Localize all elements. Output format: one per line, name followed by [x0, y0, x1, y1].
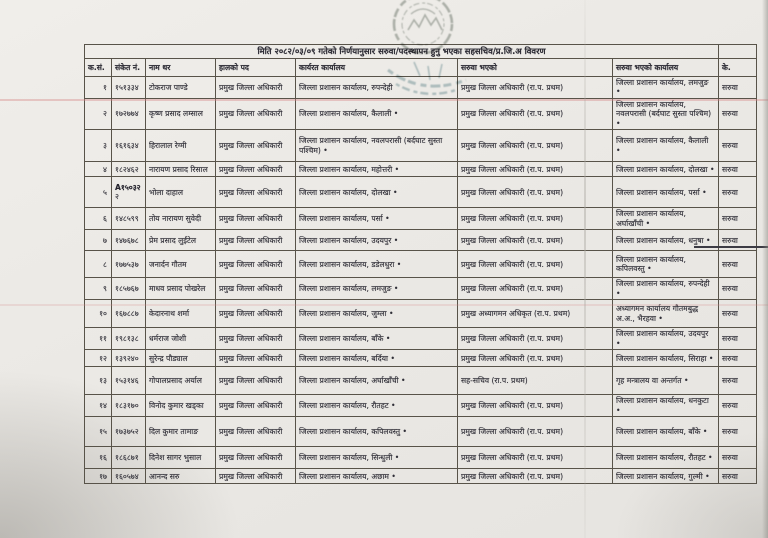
scan-artifact-red-line-2: [0, 304, 768, 306]
cell-current-office: जिल्ला प्रशासन कार्यालय, रुपन्देही: [296, 77, 458, 99]
cell-code-number: [112, 447, 146, 469]
table-row: [85, 208, 757, 230]
column-header-serial: क.सं.: [85, 59, 112, 77]
cell-transferred-office: जिल्ला प्रशासन कार्यालय, गुल्मी •: [613, 469, 719, 484]
cell-transferred-office: जिल्ला प्रशासन कार्यालय, अर्घाखाँची •: [613, 208, 719, 230]
cell-name: भोला दाहाल: [146, 177, 216, 208]
cell-code-number: [112, 417, 146, 447]
cell-current-office: जिल्ला प्रशासन कार्यालय, जुम्ला •: [296, 300, 458, 328]
cell-serial-number: १५: [85, 417, 112, 447]
pen-mark-line: [694, 246, 768, 248]
cell-name: दिल कुमार तामाङ: [146, 417, 216, 447]
cell-serial-number: ६: [85, 208, 112, 230]
table-row: [85, 469, 757, 484]
cell-transferred-post: प्रमुख जिल्ला अधिकारी (रा.प. प्रथम): [458, 98, 613, 129]
cell-remark: सरुवा: [719, 278, 757, 300]
cell-current-post: प्रमुख जिल्ला अधिकारी: [216, 367, 296, 395]
cell-name: गोपालप्रसाद अर्याल: [146, 367, 216, 395]
cell-remark: सरुवा: [719, 177, 757, 208]
table-row: [85, 98, 757, 129]
cell-transferred-office: जिल्ला प्रशासन कार्यालय, नवलपरासी (बर्दघाट सुस्ता पश्चिम) •: [613, 98, 719, 129]
cell-transferred-office: जिल्ला प्रशासन कार्यालय, कपिलवस्तु •: [613, 251, 719, 278]
cell-transferred-post: प्रमुख जिल्ला अधिकारी (रा.प. प्रथम): [458, 395, 613, 417]
cell-current-office: जिल्ला प्रशासन कार्यालय, डडेलधुरा •: [296, 251, 458, 278]
code-number-text: १८६८७१: [115, 453, 139, 463]
cell-transferred-post: प्रमुख जिल्ला अधिकारी (रा.प. प्रथम): [458, 251, 613, 278]
cell-remark: सरुवा: [719, 469, 757, 484]
code-number-text: १७७५३७: [115, 259, 139, 269]
table-row: [85, 328, 757, 350]
table-body: [85, 77, 757, 484]
column-header-transferred-post: सरुवा भएको: [458, 59, 613, 77]
cell-current-post: प्रमुख जिल्ला अधिकारी: [216, 278, 296, 300]
cell-serial-number: ७: [85, 230, 112, 251]
code-number-text: १९८१३८: [115, 334, 139, 344]
cell-current-office: जिल्ला प्रशासन कार्यालय, अछाम •: [296, 469, 458, 484]
table-row: [85, 162, 757, 177]
cell-remark: सरुवा: [719, 328, 757, 350]
code-number-text: १८३१७०: [115, 401, 139, 411]
cell-serial-number: १४: [85, 395, 112, 417]
cell-code-number: [112, 177, 146, 208]
cell-code-number: [112, 350, 146, 367]
cell-code-number: [112, 230, 146, 251]
cell-transferred-office: जिल्ला प्रशासन कार्यालय, बाँके •: [613, 417, 719, 447]
cell-transferred-post: प्रमुख अध्यागमन अधिकृत (रा.प. प्रथम): [458, 300, 613, 328]
cell-remark: सरुवा: [719, 447, 757, 469]
table-row: [85, 77, 757, 99]
cell-serial-number: १३: [85, 367, 112, 395]
cell-current-post: प्रमुख जिल्ला अधिकारी: [216, 208, 296, 230]
cell-code-number: [112, 77, 146, 99]
paper-fold-line: [584, 0, 586, 538]
cell-serial-number: १: [85, 77, 112, 99]
cell-name: नारायण प्रसाद रिसाल: [146, 162, 216, 177]
cell-transferred-post: प्रमुख जिल्ला अधिकारी (रा.प. प्रथम): [458, 447, 613, 469]
cell-name: सुरेन्द्र पौड्याल: [146, 350, 216, 367]
table-row: [85, 447, 757, 469]
column-header-remark: के.: [719, 59, 757, 77]
cell-remark: सरुवा: [719, 251, 757, 278]
cell-transferred-post: प्रमुख जिल्ला अधिकारी (रा.प. प्रथम): [458, 162, 613, 177]
cell-name: विनोद कुमार खड्का: [146, 395, 216, 417]
cell-serial-number: ८: [85, 251, 112, 278]
transfer-table: [84, 44, 757, 484]
cell-code-number: [112, 395, 146, 417]
title-gap-cell: [719, 45, 757, 59]
title-row: [85, 45, 757, 59]
cell-transferred-office: जिल्ला प्रशासन कार्यालय, लमजुङ •: [613, 77, 719, 99]
cell-current-post: प्रमुख जिल्ला अधिकारी: [216, 350, 296, 367]
cell-name: आनन्द सरु: [146, 469, 216, 484]
cell-serial-number: ५: [85, 177, 112, 208]
cell-name: प्रेम प्रसाद लुईंटेल: [146, 230, 216, 251]
table-row: [85, 230, 757, 251]
cell-transferred-post: प्रमुख जिल्ला अधिकारी (रा.प. प्रथम): [458, 130, 613, 162]
code-number-text: १७२७७४: [115, 109, 139, 119]
cell-remark: सरुवा: [719, 350, 757, 367]
handwritten-code-note: A१५०३२: [115, 182, 141, 192]
cell-serial-number: १६: [85, 447, 112, 469]
cell-remark: सरुवा: [719, 230, 757, 251]
cell-current-office: जिल्ला प्रशासन कार्यालय, बर्दिया •: [296, 350, 458, 367]
table-row: [85, 367, 757, 395]
cell-current-post: प्रमुख जिल्ला अधिकारी: [216, 417, 296, 447]
scan-artifact-red-line: [0, 99, 768, 101]
cell-remark: सरुवा: [719, 417, 757, 447]
code-number-text: १८२४६२: [115, 164, 139, 174]
cell-code-number: [112, 367, 146, 395]
cell-name: दिनेश सागर भुसाल: [146, 447, 216, 469]
cell-current-post: प्रमुख जिल्ला अधिकारी: [216, 77, 296, 99]
cell-code-number: [112, 130, 146, 162]
cell-current-office: जिल्ला प्रशासन कार्यालय, पर्सा •: [296, 208, 458, 230]
cell-remark: सरुवा: [719, 130, 757, 162]
cell-current-office: जिल्ला प्रशासन कार्यालय, लमजुङ •: [296, 278, 458, 300]
code-number-text: १८५७६७: [115, 284, 139, 294]
cell-transferred-post: सह-सचिव (रा.प. प्रथम): [458, 367, 613, 395]
cell-name: टोकराज पाण्डे: [146, 77, 216, 99]
code-number-text: १६०५७४: [115, 471, 139, 481]
cell-name: धर्मराज जोशी: [146, 328, 216, 350]
cell-transferred-post: प्रमुख जिल्ला अधिकारी (रा.प. प्रथम): [458, 469, 613, 484]
cell-code-number: [112, 469, 146, 484]
column-header-transferred-office: सरुवा भएको कार्यालय: [613, 59, 719, 77]
code-number-text: १४७६७८: [115, 235, 139, 245]
cell-transferred-office: जिल्ला प्रशासन कार्यालय, पर्सा •: [613, 177, 719, 208]
cell-transferred-post: प्रमुख जिल्ला अधिकारी (रा.प. प्रथम): [458, 208, 613, 230]
code-number-text: १५३१४६: [115, 376, 139, 386]
cell-serial-number: १२: [85, 350, 112, 367]
cell-name: हिरालाल रेग्मी: [146, 130, 216, 162]
cell-remark: सरुवा: [719, 98, 757, 129]
cell-transferred-post: प्रमुख जिल्ला अधिकारी (रा.प. प्रथम): [458, 77, 613, 99]
cell-serial-number: ९: [85, 278, 112, 300]
cell-current-post: प्रमुख जिल्ला अधिकारी: [216, 98, 296, 129]
cell-serial-number: ४: [85, 162, 112, 177]
cell-transferred-office: जिल्ला प्रशासन कार्यालय, सिराहा •: [613, 350, 719, 367]
column-header-current-office: कार्यरत कार्यालय: [296, 59, 458, 77]
table-header-row: [85, 59, 757, 77]
cell-remark: सरुवा: [719, 162, 757, 177]
cell-code-number: [112, 208, 146, 230]
cell-transferred-post: प्रमुख जिल्ला अधिकारी (रा.प. प्रथम): [458, 230, 613, 251]
cell-name: जनार्दन गौतम: [146, 251, 216, 278]
cell-transferred-office: जिल्ला प्रशासन कार्यालय, कैलाली •: [613, 130, 719, 162]
cell-serial-number: १०: [85, 300, 112, 328]
table-row: [85, 177, 757, 208]
table-row: [85, 417, 757, 447]
cell-code-number: [112, 98, 146, 129]
cell-transferred-post: प्रमुख जिल्ला अधिकारी (रा.प. प्रथम): [458, 417, 613, 447]
code-number-text: १७३७५२: [115, 427, 139, 437]
cell-transferred-office: अध्यागमन कार्यालय गौतमबुद्ध अ.अ., भैरहवा •: [613, 300, 719, 328]
cell-transferred-office: जिल्ला प्रशासन कार्यालय, रुपन्देही •: [613, 278, 719, 300]
cell-name: कृष्ण प्रसाद लम्साल: [146, 98, 216, 129]
code-number-text: १५१३३४: [115, 82, 139, 92]
cell-serial-number: ३: [85, 130, 112, 162]
cell-current-office: जिल्ला प्रशासन कार्यालय, उदयपुर •: [296, 230, 458, 251]
cell-current-post: प्रमुख जिल्ला अधिकारी: [216, 177, 296, 208]
cell-current-office: जिल्ला प्रशासन कार्यालय, रौतहट •: [296, 395, 458, 417]
cell-name: केदारनाथ शर्मा: [146, 300, 216, 328]
cell-current-post: प्रमुख जिल्ला अधिकारी: [216, 328, 296, 350]
cell-current-post: प्रमुख जिल्ला अधिकारी: [216, 251, 296, 278]
cell-current-office: जिल्ला प्रशासन कार्यालय, महोत्तरी •: [296, 162, 458, 177]
paper-edge-shadow: [762, 0, 768, 538]
column-header-name: नाम थर: [146, 59, 216, 77]
cell-current-post: प्रमुख जिल्ला अधिकारी: [216, 447, 296, 469]
cell-current-office: जिल्ला प्रशासन कार्यालय, अर्घाखाँची •: [296, 367, 458, 395]
cell-code-number: [112, 278, 146, 300]
cell-serial-number: १७: [85, 469, 112, 484]
cell-remark: सरुवा: [719, 208, 757, 230]
cell-name: माधव प्रसाद पोखरेल: [146, 278, 216, 300]
cell-transferred-post: प्रमुख जिल्ला अधिकारी (रा.प. प्रथम): [458, 350, 613, 367]
cell-transferred-office: गृह मन्त्रालय वा अन्तर्गत •: [613, 367, 719, 395]
cell-remark: सरुवा: [719, 77, 757, 99]
cell-current-post: प्रमुख जिल्ला अधिकारी: [216, 230, 296, 251]
cell-remark: सरुवा: [719, 300, 757, 328]
cell-transferred-office: जिल्ला प्रशासन कार्यालय, उदयपुर •: [613, 328, 719, 350]
cell-current-post: प्रमुख जिल्ला अधिकारी: [216, 395, 296, 417]
cell-current-office: जिल्ला प्रशासन कार्यालय, कैलाली •: [296, 98, 458, 129]
cell-serial-number: ११: [85, 328, 112, 350]
code-number-text: १६७८८७: [115, 309, 139, 319]
table-row: [85, 395, 757, 417]
cell-current-post: प्रमुख जिल्ला अधिकारी: [216, 300, 296, 328]
cell-code-number: [112, 328, 146, 350]
cell-current-office: जिल्ला प्रशासन कार्यालय, नवलपरासी (बर्दघाट सुस्ता पश्चिम) •: [296, 130, 458, 162]
cell-remark: सरुवा: [719, 395, 757, 417]
cell-transferred-post: प्रमुख जिल्ला अधिकारी (रा.प. प्रथम): [458, 177, 613, 208]
code-number-text: १४८५९९: [115, 214, 139, 224]
cell-current-post: प्रमुख जिल्ला अधिकारी: [216, 130, 296, 162]
table-row: [85, 278, 757, 300]
cell-code-number: [112, 162, 146, 177]
column-header-current-post: हालको पद: [216, 59, 296, 77]
cell-current-office: जिल्ला प्रशासन कार्यालय, कपिलवस्तु •: [296, 417, 458, 447]
column-header-code: संकेत नं.: [112, 59, 146, 77]
cell-remark: सरुवा: [719, 367, 757, 395]
cell-current-post: प्रमुख जिल्ला अधिकारी: [216, 469, 296, 484]
code-number-text: १३९२४०: [115, 353, 139, 363]
cell-transferred-post: प्रमुख जिल्ला अधिकारी (रा.प. प्रथम): [458, 328, 613, 350]
cell-transferred-office: जिल्ला प्रशासन कार्यालय, धनुषा •: [613, 230, 719, 251]
cell-transferred-office: जिल्ला प्रशासन कार्यालय, धनकुटा •: [613, 395, 719, 417]
cell-name: तोय नारायण सुवेदी: [146, 208, 216, 230]
cell-current-post: प्रमुख जिल्ला अधिकारी: [216, 162, 296, 177]
code-number-text: २: [115, 192, 119, 202]
cell-transferred-office: जिल्ला प्रशासन कार्यालय, रौतहट •: [613, 447, 719, 469]
table-row: [85, 130, 757, 162]
cell-current-office: जिल्ला प्रशासन कार्यालय, दोलखा •: [296, 177, 458, 208]
code-number-text: १६१६३४: [115, 141, 139, 151]
table-row: [85, 251, 757, 278]
cell-transferred-office: जिल्ला प्रशासन कार्यालय, दोलखा •: [613, 162, 719, 177]
cell-current-office: जिल्ला प्रशासन कार्यालय, सिन्धुली •: [296, 447, 458, 469]
table-row: [85, 350, 757, 367]
cell-transferred-post: प्रमुख जिल्ला अधिकारी (रा.प. प्रथम): [458, 278, 613, 300]
cell-current-office: जिल्ला प्रशासन कार्यालय, बाँके •: [296, 328, 458, 350]
cell-serial-number: २: [85, 98, 112, 129]
cell-code-number: [112, 251, 146, 278]
document-title: मिति २०८२/०३/०९ गतेको निर्णयानुसार सरुवा/पदस्थापन हुनु भएका सहसचिव/प्र.जि.अ विवरण: [85, 45, 719, 59]
